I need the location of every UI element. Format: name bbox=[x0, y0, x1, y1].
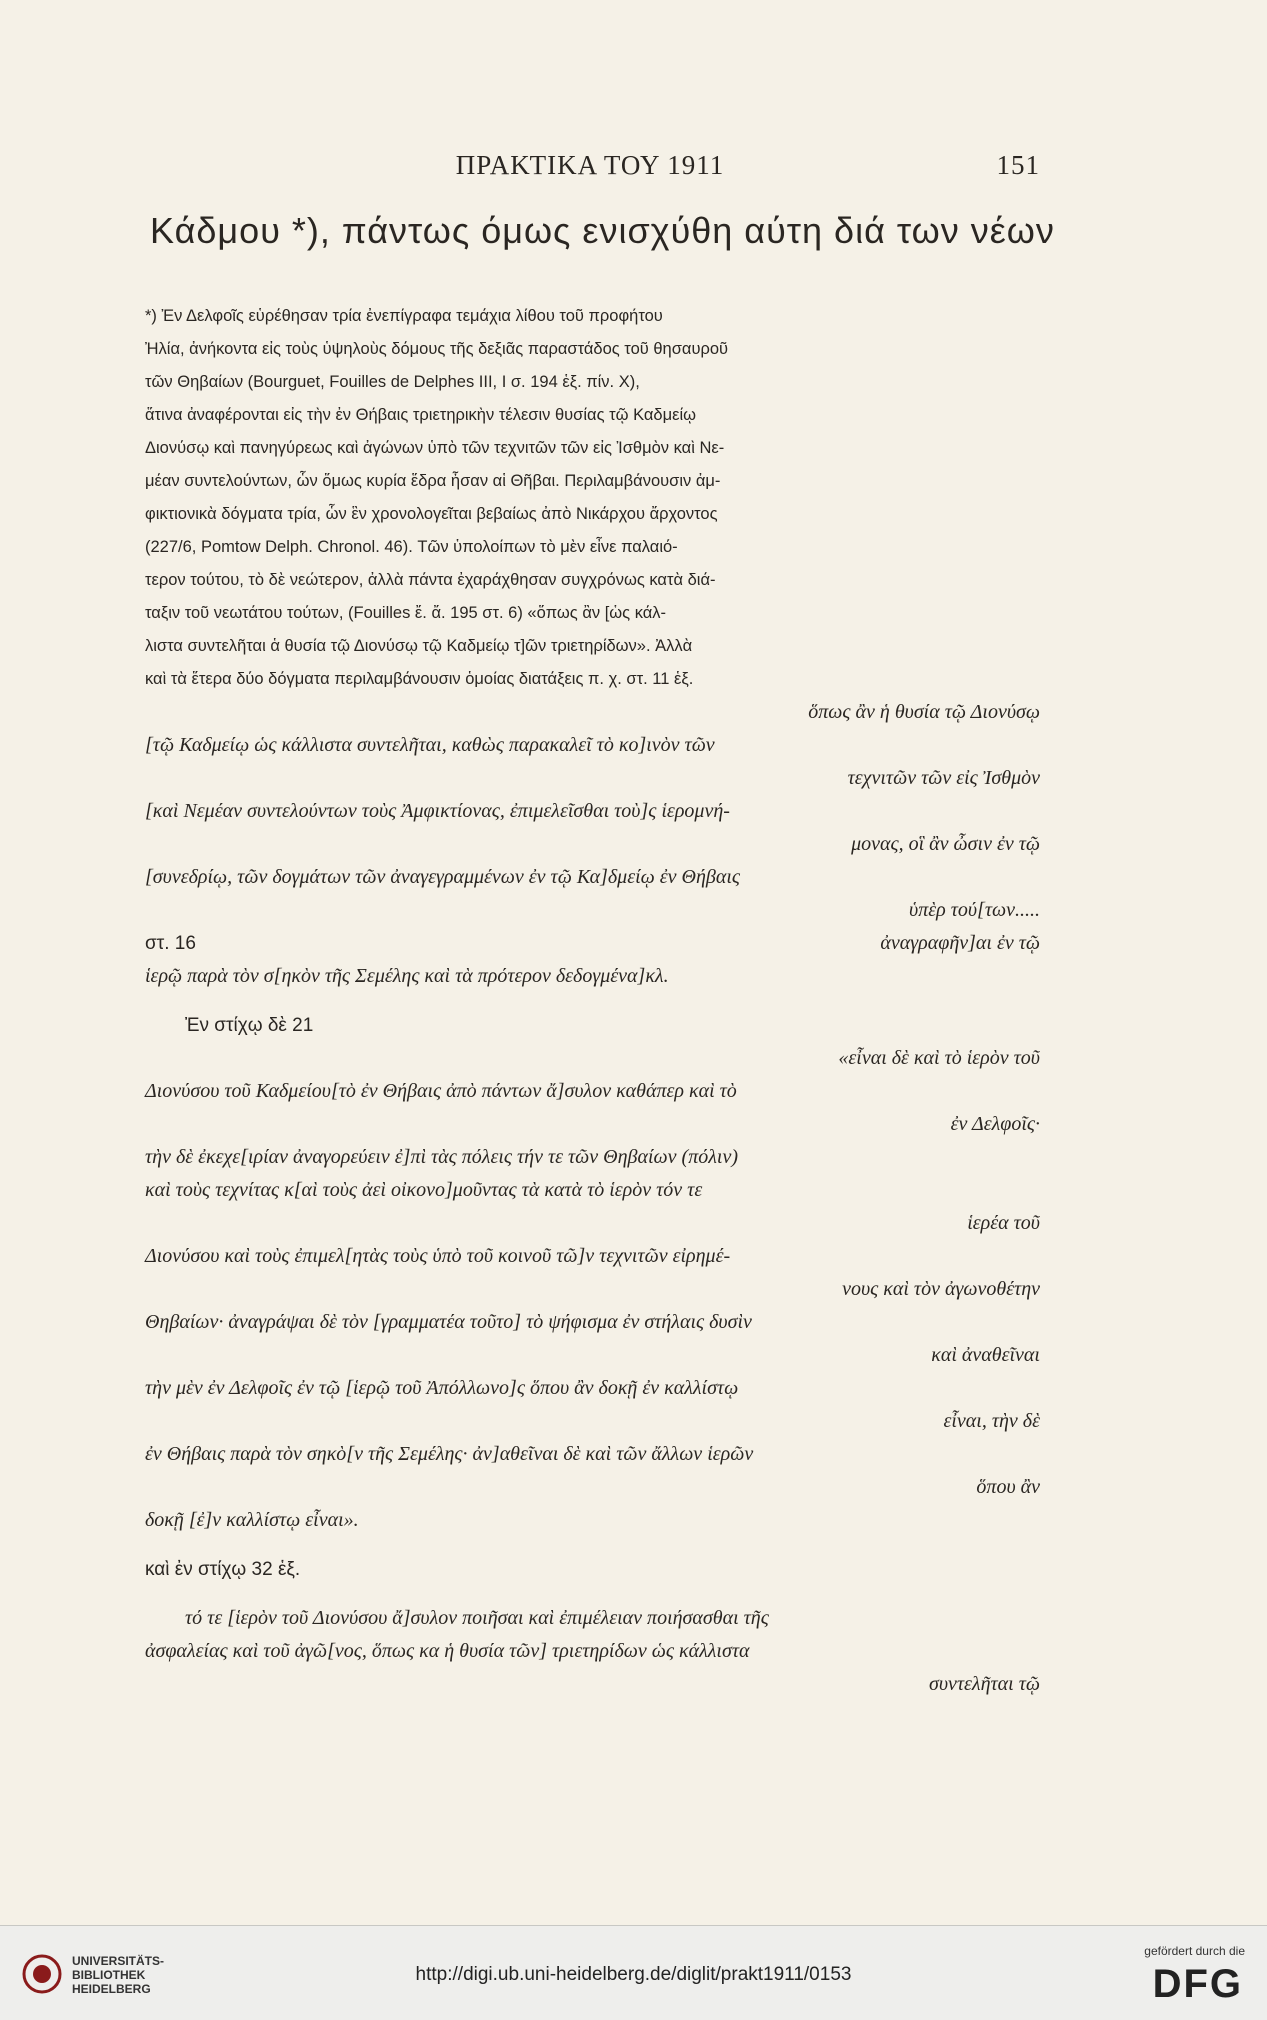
dfg-logo: DFG bbox=[1152, 1962, 1243, 2006]
inscription-line: [τῷ Καδμείῳ ὡς κάλλιστα συντελῆται, καθὼς παρακαλεῖ τὸ κο]ινὸν τῶν bbox=[145, 734, 715, 756]
footnote-line: τερον τούτου, τὸ δὲ νεώτερον, ἀλλὰ πάντα ἐχαράχθησαν συγχρόνως κατὰ διά- bbox=[145, 571, 716, 589]
permalink-url[interactable]: http://digi.ub.uni-heidelberg.de/diglit/prakt1911/0153 bbox=[415, 1964, 852, 1985]
running-header bbox=[140, 150, 1040, 180]
inscription-line: καὶ ἀναθεῖναι bbox=[931, 1344, 1040, 1366]
footnote-line: λιστα συντελῆται ἁ θυσία τῷ Διονύσῳ τῷ Καδμείῳ τ]ῶν τριετηρίδων». Ἀλλὰ bbox=[145, 637, 693, 655]
inscription-line: τὴν δὲ ἐκεχε[ιρίαν ἀναγορεύειν ἐ]πὶ τὰς πόλεις τήν τε τῶν Θηβαίων (πόλιν) bbox=[145, 1146, 738, 1168]
inscription-quote-2 bbox=[145, 1042, 1040, 1537]
sponsor-label: gefördert durch die bbox=[1144, 1944, 1245, 1958]
footnote-line: φικτιονικὰ δόγματα τρία, ὧν ἓν χρονολογεῖται βεβαίως ἀπὸ Νικάρχου ἄρχοντος bbox=[145, 505, 718, 523]
inscription-line: Θηβαίων· ἀναγράψαι δὲ τὸν [γραμματέα τοῦτο] τὸ ψήφισμα ἐν στήλαις δυσὶν bbox=[145, 1311, 752, 1333]
inscription-line: τό τε [ἱερὸν τοῦ Διονύσου ἄ]συλον ποιῆσαι καὶ ἐπιμέλειαν ποιήσασθαι τῆς bbox=[185, 1607, 769, 1629]
page-number: 151 bbox=[996, 150, 1040, 180]
inscription-line: ἐν Θήβαις παρὰ τὸν σηκὸ[ν τῆς Σεμέλης· ἀν]αθεῖναι δὲ καὶ τῶν ἄλλων ἱερῶν bbox=[145, 1443, 754, 1465]
footnote-line: καὶ τὰ ἕτερα δύο δόγματα περιλαμβάνουσιν ὁμοίας διατάξεις π. χ. στ. 11 ἑξ. bbox=[145, 670, 694, 688]
footnote-line: ταξιν τοῦ νεωτάτου τούτων, (Fouilles ἔ. ἄ. 195 στ. 6) «ὅπως ἂν [ὡς κάλ- bbox=[145, 604, 667, 622]
footnote-line: *) Ἐν Δελφοῖς εὑρέθησαν τρία ἐνεπίγραφα τεμάχια λίθου τοῦ προφήτου bbox=[145, 307, 663, 325]
inscription-line: Διονύσου τοῦ Καδμείου[τὸ ἐν Θήβαις ἀπὸ πάντων ἄ]συλον καθάπερ καὶ τὸ bbox=[145, 1080, 737, 1102]
inscription-line: ὅπως ἂν ἡ θυσία τῷ Διονύσῳ bbox=[808, 701, 1040, 723]
inscription-quote-1 bbox=[145, 696, 1040, 993]
inscription-line: τεχνιτῶν τῶν εἰς Ἰσθμὸν bbox=[847, 767, 1040, 789]
inscription-line: μονας, οἳ ἂν ὦσιν ἐν τῷ bbox=[851, 833, 1040, 855]
institution-name: UNIVERSITÄTS- BIBLIOTHEK HEIDELBERG bbox=[72, 1954, 165, 1996]
inscription-line: [συνεδρίῳ, τῶν δογμάτων τῶν ἀναγεγραμμένων ἐν τῷ Κα]δμείῳ ἐν Θήβαις bbox=[145, 866, 741, 888]
inscription-line: ἱερέα τοῦ bbox=[967, 1212, 1040, 1234]
footnote-line: Ἠλία, ἀνήκοντα εἰς τοὺς ὑψηλοὺς δόμους τῆς δεξιᾶς παραστάδος τοῦ θησαυροῦ bbox=[145, 340, 729, 358]
inscription-quote-3 bbox=[145, 1602, 1040, 1701]
running-title: ΠΡΑΚΤΙΚΑ ΤΟΥ 1911 bbox=[455, 150, 725, 180]
inscription-line: καὶ τοὺς τεχνίτας κ[αὶ τοὺς ἀεὶ οἰκονο]μοῦντας τὰ κατὰ τὸ ἱερὸν τόν τε bbox=[145, 1179, 703, 1201]
footnote bbox=[145, 300, 1040, 696]
inscription-line: εἶναι, τὴν δὲ bbox=[943, 1410, 1040, 1432]
line-reference: στ. 16 bbox=[145, 933, 196, 954]
inscription-fragment: ἀναγραφῆν]αι ἐν τῷ bbox=[880, 932, 1040, 954]
inscription-line bbox=[145, 927, 1040, 960]
footer-bar bbox=[0, 1925, 1267, 2020]
inscription-line: ἐν Δελφοῖς· bbox=[950, 1113, 1040, 1135]
inscription-line: ὑπὲρ τού[των..... bbox=[909, 899, 1040, 921]
inscription-line: νους καὶ τὸν ἀγωνοθέτην bbox=[842, 1278, 1040, 1300]
inscription-line: ὅπου ἂν bbox=[976, 1476, 1040, 1498]
inscription-line: ἱερῷ παρὰ τὸν σ[ηκὸν τῆς Σεμέλης καὶ τὰ πρότερον δεδογμένα]κλ. bbox=[145, 965, 669, 987]
footnote-line: (227/6, Pomtow Delph. Chronol. 46). Τῶν ὑπολοίπων τὸ μὲν εἶνε παλαιό- bbox=[145, 538, 678, 556]
intro-line: Ἐν στίχῳ δὲ 21 bbox=[185, 1015, 314, 1036]
footnote-line: ἅτινα ἀναφέρονται εἰς τὴν ἐν Θήβαις τριετηρικὴν τέλεσιν θυσίας τῷ Καδμείῳ bbox=[145, 406, 697, 424]
page-body bbox=[145, 300, 1040, 1701]
inscription-line: συντελῆται τῷ bbox=[928, 1673, 1040, 1695]
inscription-line: Διονύσου καὶ τοὺς ἐπιμελ[ητὰς τοὺς ὑπὸ τοῦ κοινοῦ τῶ]ν τεχνιτῶν εἰρημέ- bbox=[145, 1245, 731, 1267]
footnote-line: τῶν Θηβαίων (Bourguet, Fouilles de Delphes III, I σ. 194 ἑξ. πίν. X), bbox=[145, 373, 640, 391]
inscription-line: δοκῇ [ἐ]ν καλλίστῳ εἶναι». bbox=[145, 1509, 359, 1531]
inscription-line: τὴν μὲν ἐν Δελφοῖς ἐν τῷ [ἱερῷ τοῦ Ἀπόλλωνο]ς ὅπου ἂν δοκῇ ἐν καλλίστῳ bbox=[145, 1377, 739, 1399]
lead-text-line: Κάδμου *), πάντως όμως ενισχύθη αύτη διά των νέων bbox=[150, 210, 1055, 251]
inscription-line: ἀσφαλείας καὶ τοῦ ἀγῶ[νος, ὅπως κα ἡ θυσία τῶν] τριετηρίδων ὡς κάλλιστα bbox=[145, 1640, 750, 1662]
inscription-line: «εἶναι δὲ καὶ τὸ ἱερὸν τοῦ bbox=[838, 1047, 1040, 1069]
footnote-line: μέαν συντελούντων, ὧν ὅμως κυρία ἕδρα ἦσαν αἱ Θῆβαι. Περιλαμβάνουσιν ἀμ- bbox=[145, 472, 721, 490]
footnote-line: Διονύσῳ καὶ πανηγύρεως καὶ ἀγώνων ὑπὸ τῶν τεχνιτῶν τῶν εἰς Ἰσθμὸν καὶ Νε- bbox=[145, 439, 725, 457]
inscription-line: [καὶ Νεμέαν συντελούντων τοὺς Ἀμφικτίονας, ἐπιμελεῖσθαι τοὺ]ς ἱερομνή- bbox=[145, 800, 730, 822]
intro-line: καὶ ἐν στίχῳ 32 ἑξ. bbox=[145, 1559, 301, 1580]
